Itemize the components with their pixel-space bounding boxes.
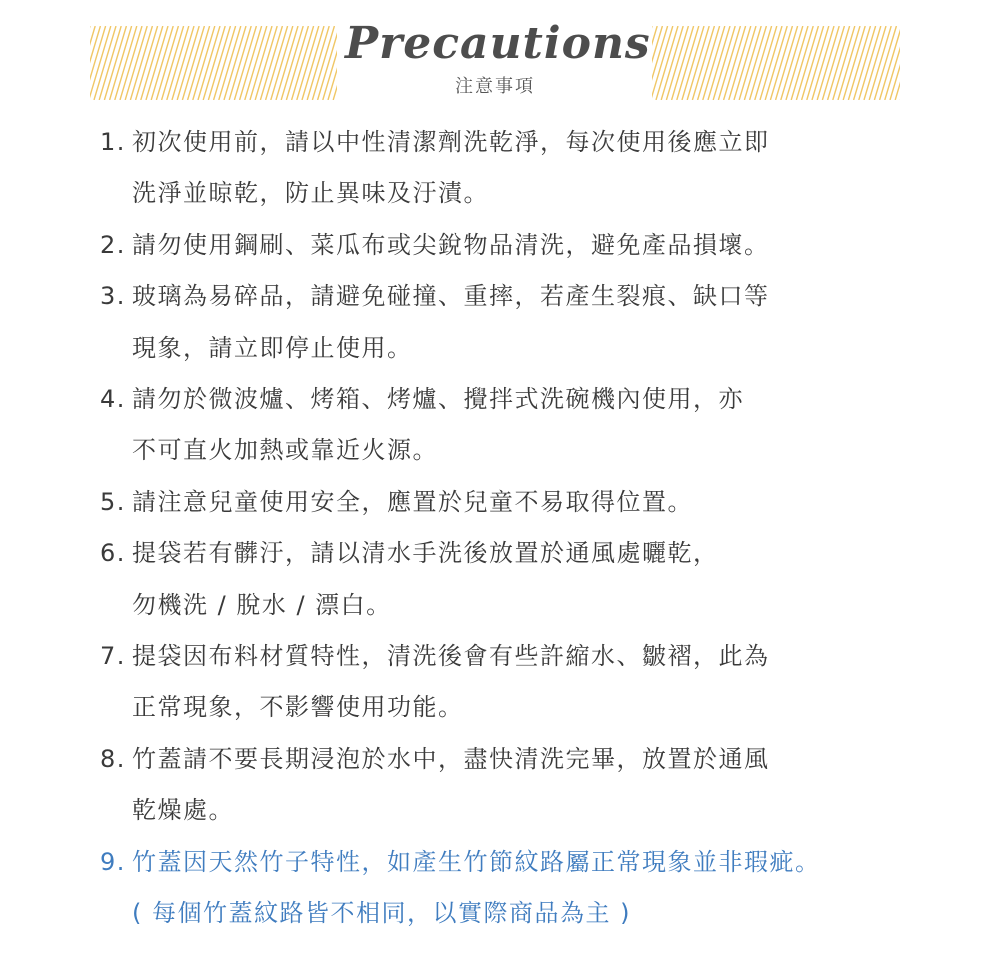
item-note: ( 每個竹蓋紋路皆不相同，以實際商品為主 ) bbox=[132, 899, 631, 928]
item-text: 提袋若有髒汙，請以清水手洗後放置於通風處曬乾， bbox=[132, 539, 719, 568]
item-text: 乾燥處。 bbox=[132, 796, 234, 825]
item-number: 7. bbox=[100, 642, 126, 671]
item-number: 3. bbox=[100, 282, 126, 311]
precaution-item-4 bbox=[100, 374, 900, 477]
decorative-stripes-right bbox=[652, 26, 900, 100]
header bbox=[0, 0, 1000, 110]
item-text: 玻璃為易碎品，請避免碰撞、重摔，若產生裂痕、缺口等 bbox=[132, 282, 770, 311]
precaution-item-8 bbox=[100, 734, 900, 837]
precaution-item-3 bbox=[100, 271, 900, 374]
item-text: 提袋因布料材質特性，清洗後會有些許縮水、皺褶，此為 bbox=[132, 642, 770, 671]
item-number: 2. bbox=[100, 230, 126, 259]
item-number: 9. bbox=[100, 847, 126, 876]
item-number: 5. bbox=[100, 487, 126, 516]
item-text: 現象，請立即停止使用。 bbox=[132, 333, 413, 362]
item-text: 竹蓋請不要長期浸泡於水中，盡快清洗完畢，放置於通風 bbox=[132, 744, 770, 773]
precaution-item-7 bbox=[100, 631, 900, 734]
precaution-item-5 bbox=[100, 477, 900, 528]
item-text: 請勿使用鋼刷、菜瓜布或尖銳物品清洗，避免產品損壞。 bbox=[132, 230, 770, 259]
item-text: 竹蓋因天然竹子特性，如產生竹節紋路屬正常現象並非瑕疵。 bbox=[132, 847, 821, 876]
precautions-list bbox=[100, 117, 900, 940]
decorative-stripes-left bbox=[90, 26, 337, 100]
item-text: 初次使用前，請以中性清潔劑洗乾淨，每次使用後應立即 bbox=[132, 128, 770, 156]
item-text: 勿機洗 / 脫水 / 漂白。 bbox=[132, 590, 392, 619]
item-text: 不可直火加熱或靠近火源。 bbox=[132, 436, 438, 465]
page-subtitle: 注意事項 bbox=[455, 76, 535, 97]
item-text: 請勿於微波爐、烤箱、烤爐、攪拌式洗碗機內使用，亦 bbox=[132, 385, 744, 414]
precaution-item-2 bbox=[100, 220, 900, 271]
item-text: 請注意兒童使用安全，應置於兒童不易取得位置。 bbox=[132, 487, 693, 516]
precaution-item-6 bbox=[100, 528, 900, 631]
precaution-item-1 bbox=[100, 117, 900, 220]
stripe-line bbox=[323, 26, 337, 100]
precaution-item-9 bbox=[100, 837, 900, 940]
page-title: Precautions bbox=[345, 18, 651, 69]
item-text: 洗淨並晾乾，防止異味及汙漬。 bbox=[132, 179, 489, 208]
item-number: 4. bbox=[100, 385, 126, 414]
item-number: 8. bbox=[100, 744, 126, 773]
item-number: 1. bbox=[100, 128, 126, 156]
item-text: 正常現象，不影響使用功能。 bbox=[132, 693, 464, 722]
item-number: 6. bbox=[100, 539, 126, 568]
